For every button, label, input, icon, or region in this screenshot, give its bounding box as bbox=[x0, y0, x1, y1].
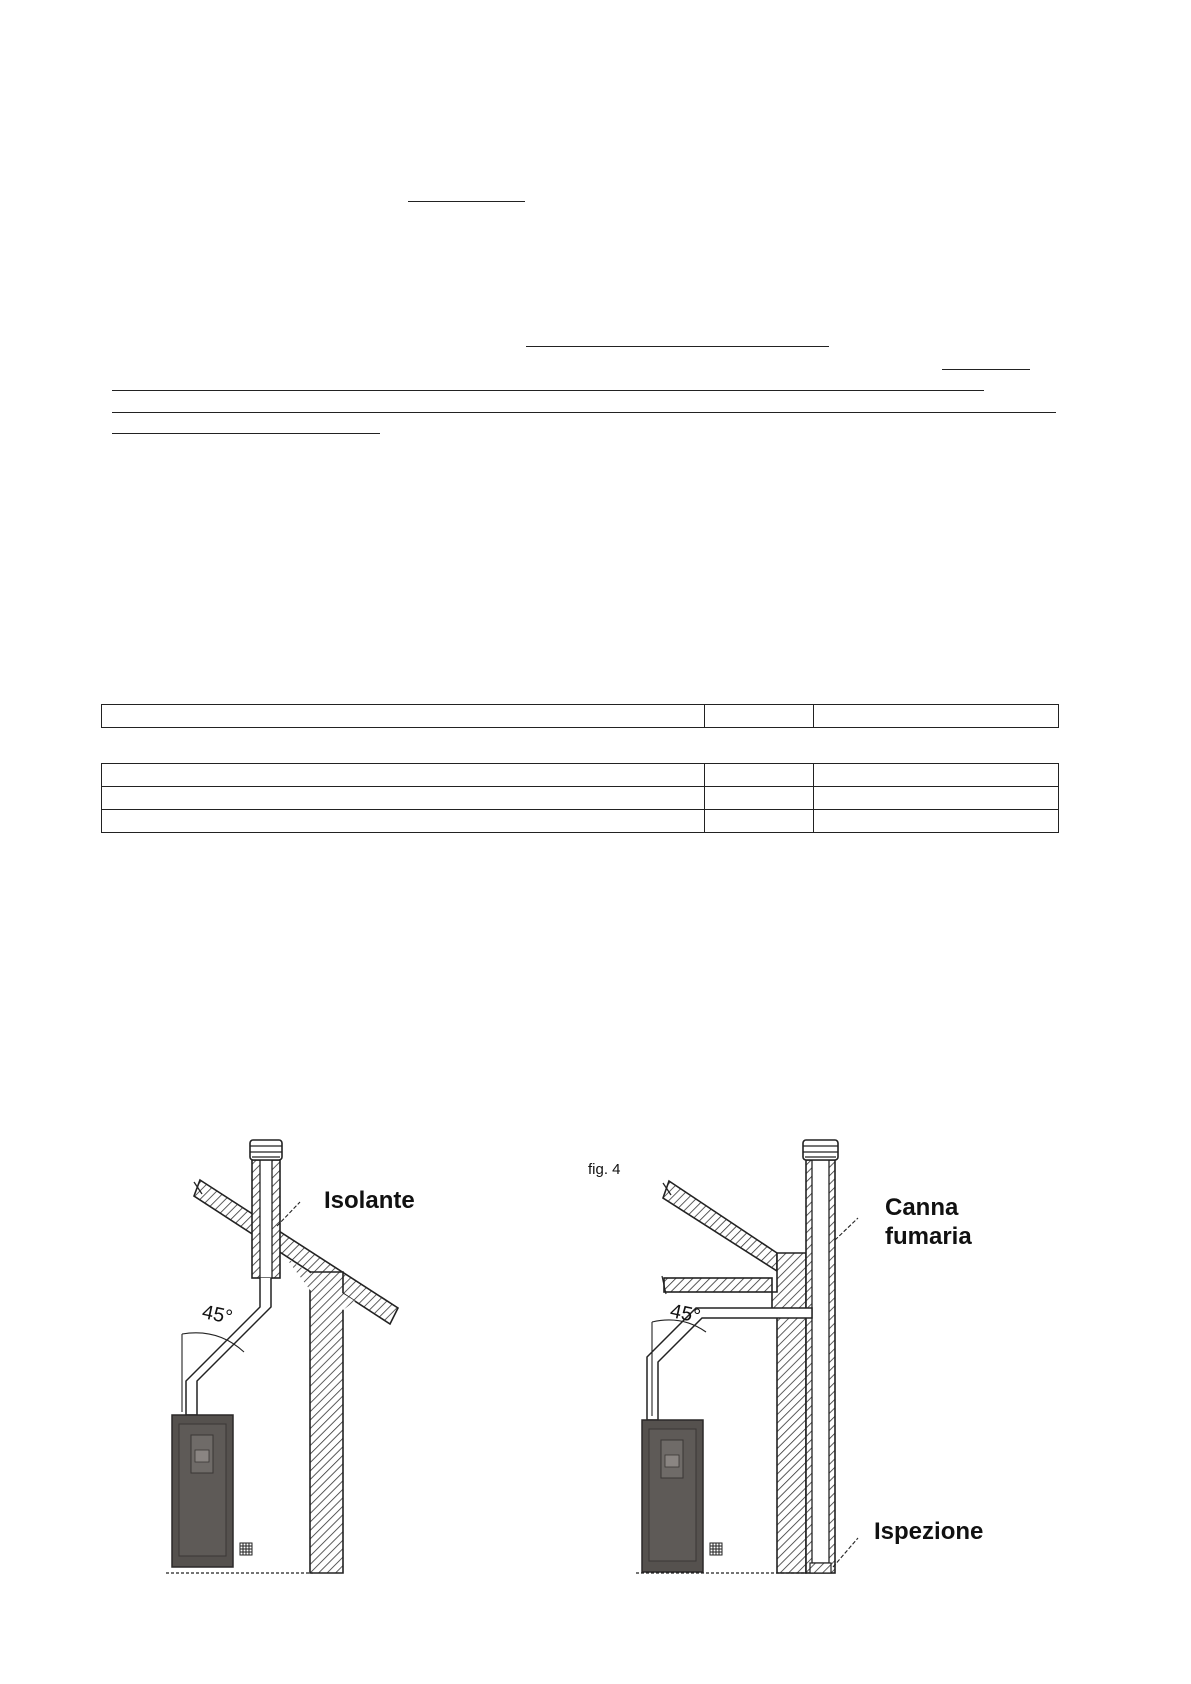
callout-isolante: Isolante bbox=[324, 1187, 415, 1214]
table-row bbox=[102, 705, 1059, 728]
wall bbox=[310, 1272, 343, 1573]
table-cell bbox=[102, 810, 705, 833]
underline-5 bbox=[112, 412, 1056, 413]
floor-slab bbox=[664, 1278, 772, 1292]
callout-canna-fumaria-line2: fumaria bbox=[885, 1223, 972, 1250]
roof-slab bbox=[663, 1181, 777, 1271]
underline-4 bbox=[112, 390, 984, 391]
underline-3 bbox=[942, 369, 1030, 370]
right-flue-diagram bbox=[620, 1130, 920, 1580]
angle-label-right: 45° bbox=[668, 1300, 703, 1328]
table-cell bbox=[814, 810, 1059, 833]
table-cell bbox=[102, 764, 705, 787]
figure-label: fig. 4 bbox=[588, 1161, 621, 1178]
underline-1 bbox=[408, 201, 525, 202]
underline-2 bbox=[526, 346, 829, 347]
table-cell bbox=[814, 705, 1059, 728]
table-row bbox=[102, 764, 1059, 787]
table-cell bbox=[814, 764, 1059, 787]
flue-pipe bbox=[186, 1278, 271, 1415]
table-cell bbox=[705, 810, 814, 833]
callout-ispezione: Ispezione bbox=[874, 1518, 984, 1545]
table-row bbox=[102, 810, 1059, 833]
vent-grille bbox=[710, 1543, 722, 1555]
underline-6 bbox=[112, 433, 380, 434]
inspection-door bbox=[810, 1563, 831, 1573]
vent-grille bbox=[240, 1543, 252, 1555]
spec-table-1 bbox=[101, 704, 1059, 728]
wall bbox=[772, 1253, 806, 1573]
table-cell bbox=[102, 787, 705, 810]
table-cell bbox=[705, 787, 814, 810]
angle-label-left: 45° bbox=[200, 1301, 235, 1329]
table-cell bbox=[102, 705, 705, 728]
spec-table-2 bbox=[101, 763, 1059, 833]
table-cell bbox=[705, 705, 814, 728]
table-row bbox=[102, 787, 1059, 810]
callout-canna-fumaria-line1: Canna bbox=[885, 1194, 959, 1221]
table-cell bbox=[814, 787, 1059, 810]
table-cell bbox=[705, 764, 814, 787]
